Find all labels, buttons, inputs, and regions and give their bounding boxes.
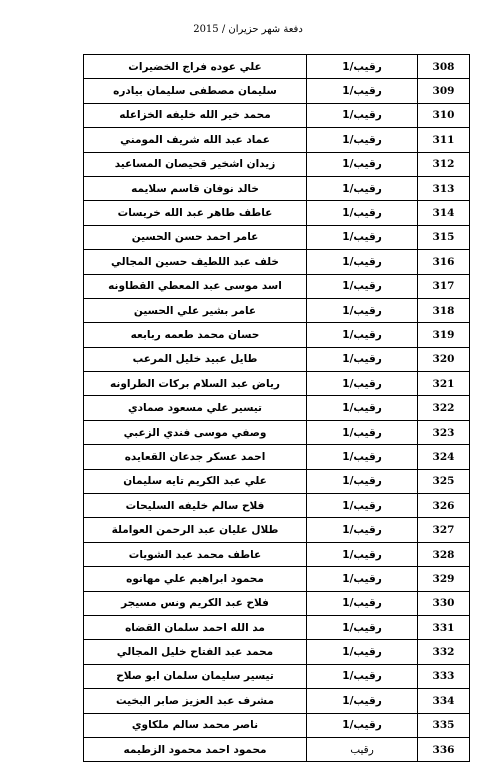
row-number: 314 [418, 201, 470, 225]
row-name: عاطف طاهر عبد الله خريسات [84, 201, 307, 225]
table-row [84, 713, 470, 737]
row-name: رياض عبد السلام بركات الطراونه [84, 372, 307, 396]
row-name: فلاح سالم خليفه السليحات [84, 494, 307, 518]
table-row [84, 79, 470, 103]
row-name: مد الله احمد سلمان القضاه [84, 615, 307, 639]
table-row [84, 201, 470, 225]
row-rank: رقيب/1 [307, 518, 418, 542]
table-row [84, 347, 470, 371]
table-row [84, 518, 470, 542]
row-number: 327 [418, 518, 470, 542]
row-number: 325 [418, 469, 470, 493]
row-number: 323 [418, 420, 470, 444]
row-rank: رقيب/1 [307, 103, 418, 127]
row-number: 311 [418, 128, 470, 152]
row-rank: رقيب/1 [307, 713, 418, 737]
row-name: زيدان اشخير قحيصان المساعيد [84, 152, 307, 176]
row-number: 312 [418, 152, 470, 176]
row-rank: رقيب/1 [307, 396, 418, 420]
row-number: 336 [418, 737, 470, 761]
table-row [84, 542, 470, 566]
row-rank: رقيب/1 [307, 176, 418, 200]
table-row [84, 445, 470, 469]
row-rank: رقيب/1 [307, 79, 418, 103]
roster-body [84, 55, 470, 762]
row-rank: رقيب/1 [307, 689, 418, 713]
table-row [84, 128, 470, 152]
row-rank: رقيب/1 [307, 615, 418, 639]
row-number: 309 [418, 79, 470, 103]
row-rank: رقيب/1 [307, 494, 418, 518]
row-number: 326 [418, 494, 470, 518]
row-rank: رقيب/1 [307, 372, 418, 396]
row-number: 324 [418, 445, 470, 469]
row-number: 333 [418, 664, 470, 688]
row-number: 318 [418, 298, 470, 322]
row-number: 317 [418, 274, 470, 298]
row-name: عماد عبد الله شريف المومني [84, 128, 307, 152]
table-row [84, 323, 470, 347]
row-name: محمد عبد الفتاح خليل المجالي [84, 640, 307, 664]
row-rank: رقيب [307, 737, 418, 761]
row-name: احمد عسكر جدعان القعايده [84, 445, 307, 469]
row-number: 310 [418, 103, 470, 127]
row-name: علي عوده فراج الخضيرات [84, 55, 307, 79]
row-rank: رقيب/1 [307, 469, 418, 493]
table-row [84, 664, 470, 688]
row-rank: رقيب/1 [307, 55, 418, 79]
row-name: محمود ابراهيم علي مهانوه [84, 567, 307, 591]
row-name: خلف عبد اللطيف حسين المجالي [84, 250, 307, 274]
row-rank: رقيب/1 [307, 225, 418, 249]
row-number: 316 [418, 250, 470, 274]
row-name: حسان محمد طعمه ربابعه [84, 323, 307, 347]
table-row [84, 176, 470, 200]
row-name: محمد خير الله خليفه الخزاعله [84, 103, 307, 127]
table-row [84, 615, 470, 639]
row-number: 322 [418, 396, 470, 420]
row-rank: رقيب/1 [307, 664, 418, 688]
row-rank: رقيب/1 [307, 152, 418, 176]
row-name: عاطف محمد عبد الشويات [84, 542, 307, 566]
row-rank: رقيب/1 [307, 347, 418, 371]
table-row [84, 494, 470, 518]
row-rank: رقيب/1 [307, 591, 418, 615]
row-rank: رقيب/1 [307, 323, 418, 347]
table-row [84, 250, 470, 274]
row-number: 319 [418, 323, 470, 347]
row-name: وصفي موسى فندي الزعبي [84, 420, 307, 444]
row-rank: رقيب/1 [307, 298, 418, 322]
row-rank: رقيب/1 [307, 567, 418, 591]
row-rank: رقيب/1 [307, 542, 418, 566]
table-row [84, 152, 470, 176]
roster-table [83, 54, 470, 762]
table-row [84, 396, 470, 420]
table-row [84, 469, 470, 493]
row-rank: رقيب/1 [307, 128, 418, 152]
row-number: 332 [418, 640, 470, 664]
row-name: تيسير سليمان سلمان ابو صلاح [84, 664, 307, 688]
table-row [84, 372, 470, 396]
table-row [84, 689, 470, 713]
row-name: فلاح عبد الكريم ونس مسيجر [84, 591, 307, 615]
row-name: محمود احمد محمود الزطيمه [84, 737, 307, 761]
table-row [84, 274, 470, 298]
row-number: 335 [418, 713, 470, 737]
row-name: تيسير علي مسعود صمادي [84, 396, 307, 420]
row-name: عامر احمد حسن الحسين [84, 225, 307, 249]
table-row [84, 567, 470, 591]
row-name: ناصر محمد سالم ملكاوي [84, 713, 307, 737]
table-row [84, 298, 470, 322]
row-number: 328 [418, 542, 470, 566]
table-row [84, 640, 470, 664]
table-row [84, 737, 470, 761]
row-rank: رقيب/1 [307, 640, 418, 664]
row-rank: رقيب/1 [307, 250, 418, 274]
row-number: 315 [418, 225, 470, 249]
row-number: 308 [418, 55, 470, 79]
row-number: 320 [418, 347, 470, 371]
row-number: 331 [418, 615, 470, 639]
row-rank: رقيب/1 [307, 420, 418, 444]
row-name: خالد نوفان قاسم سلايمه [84, 176, 307, 200]
table-row [84, 225, 470, 249]
table-row [84, 103, 470, 127]
row-rank: رقيب/1 [307, 274, 418, 298]
page-header: دفعة شهر حزيران / 2015 [193, 24, 303, 35]
row-name: مشرف عبد العزيز صابر البخيت [84, 689, 307, 713]
row-number: 321 [418, 372, 470, 396]
row-rank: رقيب/1 [307, 445, 418, 469]
row-number: 329 [418, 567, 470, 591]
row-name: اسد موسى عبد المعطي القطاونه [84, 274, 307, 298]
row-rank: رقيب/1 [307, 201, 418, 225]
row-number: 330 [418, 591, 470, 615]
row-name: طايل عبيد خليل المرعب [84, 347, 307, 371]
row-name: علي عبد الكريم تايه سليمان [84, 469, 307, 493]
row-name: سليمان مصطفى سليمان بيادره [84, 79, 307, 103]
row-name: طلال عليان عبد الرحمن العواملة [84, 518, 307, 542]
row-name: عامر بشير علي الحسين [84, 298, 307, 322]
row-number: 334 [418, 689, 470, 713]
row-number: 313 [418, 176, 470, 200]
table-row [84, 591, 470, 615]
table-row [84, 55, 470, 79]
table-row [84, 420, 470, 444]
